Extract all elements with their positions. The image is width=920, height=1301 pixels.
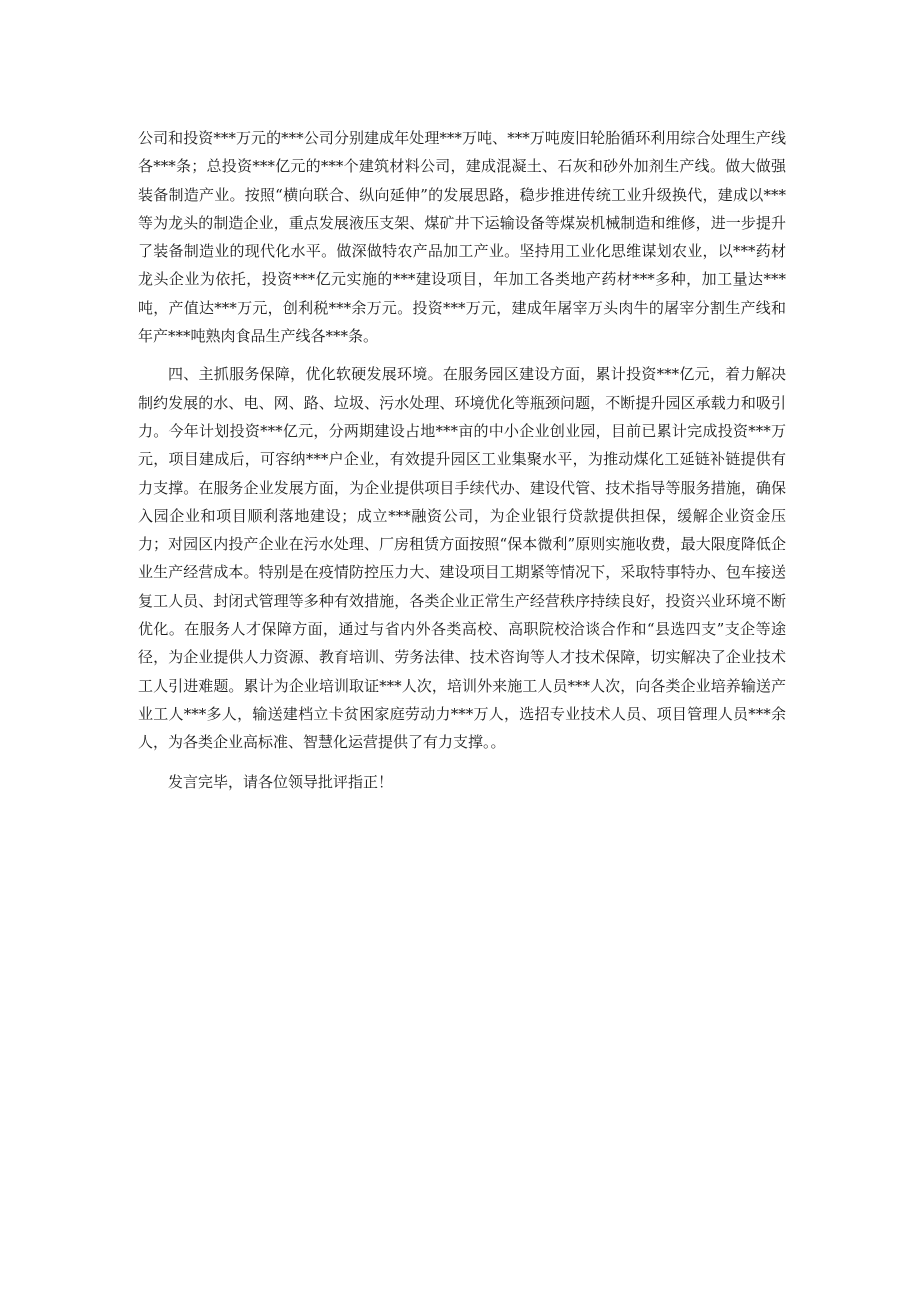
paragraph-industry-development: 公司和投资***万元的***公司分别建成年处理***万吨、***万吨废旧轮胎循环利用综合处理生产线各***条；总投资***亿元的***个建筑材料公司，建成混凝土、石灰和砂外加剂生产线。做大做强装备制造产业。按照“横向联合、纵向延伸”的发展思路，稳步推进传统工业升级换代，建成以***等为龙头的制造企业，重点发展液压支架、煤矿井下运输设备等煤炭机械制造和维修，进一步提升了装备制造业的现代化水平。做深做特农产品加工产业。坚持用工业化思维谋划农业，以***药材龙头企业为依托，投资***亿元实施的***建设项目，年加工各类地产药材***多种，加工量达***吨，产值达***万元，创利税***余万元。投资***万元，建成年屠宰万头肉牛的屠宰分割生产线和年产***吨熟肉食品生产线各***条。 (138, 129, 786, 346)
document-body (138, 124, 786, 796)
paragraph-closing-remark: 发言完毕，请各位领导批评指正！ (168, 772, 394, 791)
paragraph-service-guarantee: 四、主抓服务保障，优化软硬发展环境。在服务园区建设方面，累计投资***亿元，着力解决制约发展的水、电、网、路、垃圾、污水处理、环境优化等瓶颈问题，不断提升园区承载力和吸引力。今年计划投资***亿元，分两期建设占地***亩的中小企业创业园，目前已累计完成投资***万元，项目建成后，可容纳***户企业，有效提升园区工业集聚水平，为推动煤化工延链补链提供有力支撑。在服务企业发展方面，为企业提供项目手续代办、建设代管、技术指导等服务措施，确保入园企业和项目顺利落地建设；成立***融资公司，为企业银行贷款提供担保，缓解企业资金压力；对园区内投产企业在污水处理、厂房租赁方面按照“保本微利”原则实施收费，最大限度降低企业生产经营成本。特别是在疫情防控压力大、建设项目工期紧等情况下，采取特事特办、包车接送复工人员、封闭式管理等多种有效措施，各类企业正常生产经营秩序持续良好，投资兴业环境不断优化。在服务人才保障方面，通过与省内外各类高校、高职院校洽谈合作和“县选四支”支企等途径，为企业提供人力资源、教育培训、劳务法律、技术咨询等人才技术保障，切实解决了企业技术工人引进难题。累计为企业培训取证***人次，培训外来施工人员***人次，向各类企业培养输送产业工人***多人，输送建档立卡贫困家庭劳动力***万人，选招专业技术人员、项目管理人员***余人，为各类企业高标准、智慧化运营提供了有力支撑。。 (138, 365, 786, 752)
